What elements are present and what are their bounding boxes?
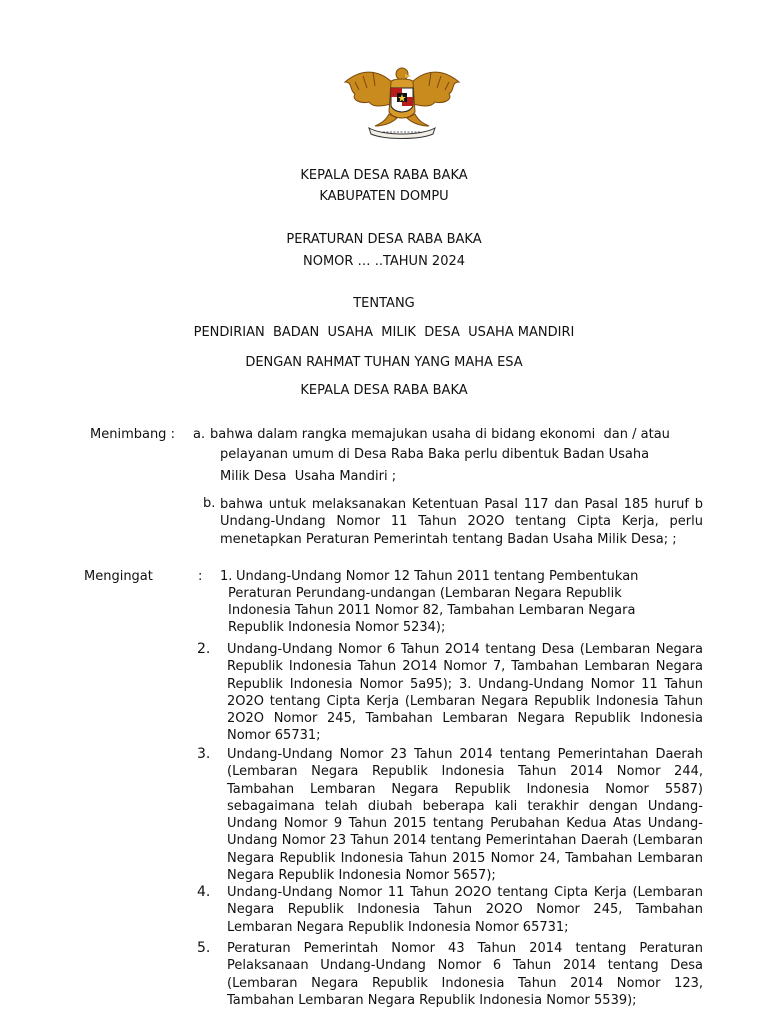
regulation-number: NOMOR … ..TAHUN 2024 xyxy=(302,254,466,269)
mengingat-item-1-marker: 1. xyxy=(220,569,233,584)
mengingat-colon: : xyxy=(198,569,203,584)
mengingat-item-4-marker: 4. xyxy=(197,884,211,900)
garuda-pancasila-emblem xyxy=(339,60,465,140)
header-title-1: KEPALA DESA RABA BAKA xyxy=(300,168,468,183)
menimbang-a-marker: a. xyxy=(193,427,206,442)
regulation-subject: PENDIRIAN BADAN USAHA MILIK DESA USAHA MANDIRI xyxy=(193,325,575,340)
menimbang-b-text: bahwa untuk melaksanakan Ketentuan Pasal 117 dan Pasal 185 huruf b Undang-Undang Nomor 11 Tahun 2O2O tentang Cipta Kerja, perlu menetapkan Peraturan Pemerintah tentang Badan Usaha Milik Desa; ; xyxy=(220,497,703,547)
mengingat-label: Mengingat xyxy=(84,569,153,584)
mengingat-item-1-first-line: Undang-Undang Nomor 12 Tahun 2011 tentang Pembentukan xyxy=(236,569,639,584)
mengingat-item-4-text: Undang-Undang Nomor 11 Tahun 2O2O tentang Cipta Kerja (Lembaran Negara Republik Indonesia Tahun 2O2O Nomor 245, Tambahan Lembaran Negara Republik Indonesia Nomor 65731; xyxy=(227,885,703,935)
header-title-2: KABUPATEN DOMPU xyxy=(319,189,449,204)
regulation-title: PERATURAN DESA RABA BAKA xyxy=(286,232,482,247)
mengingat-item-3-text: Undang-Undang Nomor 23 Tahun 2014 tentang Pemerintahan Daerah (Lembaran Negara Republik Indonesia Tahun 2014 Nomor 244, Tambahan Lembaran Negara Republik Indonesia Nomor 5587) sebagaimana telah diubah beberapa kali terakhir dengan Undang-Undang Nomor 9 Tahun 2015 tentang Perubahan Kedua Atas Undang-Undang Nomor 23 Tahun 2014 tentang Pemerintahan Daerah (Lembaran Negara Republik Indonesia Tahun 2015 Nomor 24, Tambahan Lembaran Negara Republik Indonesia Nomor 5657); xyxy=(227,747,703,884)
official-title: KEPALA DESA RABA BAKA xyxy=(300,383,468,398)
about-heading: TENTANG xyxy=(353,296,415,311)
mengingat-item-1-text: Peraturan Perundang-undangan (Lembaran Negara Republik Indonesia Tahun 2011 Nomor 82, Tambahan Lembaran Negara Republik Indonesia Nomor 5234); xyxy=(228,586,636,635)
menimbang-b-marker: b. xyxy=(203,496,216,511)
grace-formula: DENGAN RAHMAT TUHAN YANG MAHA ESA xyxy=(245,355,523,370)
mengingat-item-5-text: Peraturan Pemerintah Nomor 43 Tahun 2014 tentang Peraturan Pelaksanaan Undang-Undang Nomor 6 Tahun 2014 tentang Desa (Lembaran Negara Republik Indonesia Tahun 2014 Nomor 123, Tambahan Lembaran Negara Republik Indonesia Nomor 5539); xyxy=(227,941,703,1008)
menimbang-a-line-2: pelayanan umum di Desa Raba Baka perlu dibentuk Badan Usaha xyxy=(220,447,650,462)
mengingat-item-3-marker: 3. xyxy=(197,746,211,762)
menimbang-label: Menimbang : xyxy=(90,427,175,442)
menimbang-a-line-1: bahwa dalam rangka memajukan usaha di bidang ekonomi dan / atau xyxy=(210,427,670,442)
menimbang-a-line-3: Milik Desa Usaha Mandiri ; xyxy=(220,469,397,484)
mengingat-item-2-text: Undang-Undang Nomor 6 Tahun 2O14 tentang Desa (Lembaran Negara Republik Indonesia Tahun 2O14 Nomor 7, Tambahan Lembaran Negara Republik Indonesia Nomor 5a95); 3. Undang-Undang Nomor 11 Tahun 2O2O tentang Cipta Kerja (Lembaran Negara Republik Indonesia Tahun 2O2O Nomor 245, Tambahan Lembaran Negara Republik Indonesia Nomor 65731; xyxy=(227,642,703,744)
mengingat-item-5-marker: 5. xyxy=(197,940,211,956)
mengingat-item-2-marker: 2. xyxy=(197,641,211,657)
